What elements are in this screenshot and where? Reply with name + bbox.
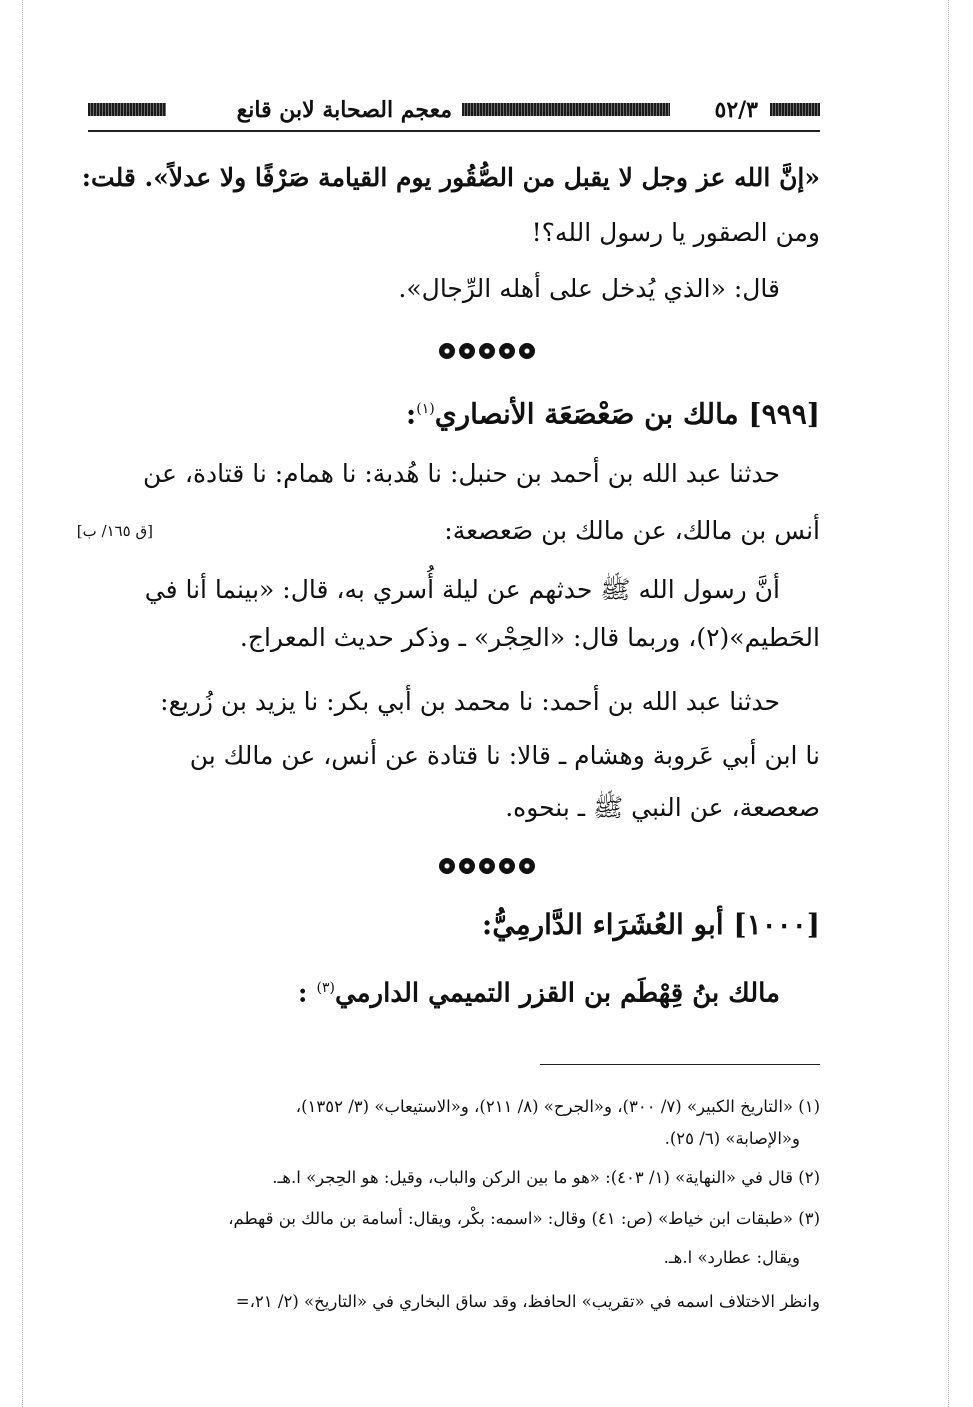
footnote-line: (٣) «طبقات ابن خياط» (ص: ٤١) وقال: «اسمه: بكْر، ويقال: أسامة بن مالك بن قهطم، bbox=[228, 1209, 820, 1228]
star-ornament bbox=[499, 343, 515, 359]
section-divider-stars bbox=[0, 340, 973, 364]
text-line: أنس بن مالك، عن مالك بن صَعصعة: bbox=[444, 516, 820, 545]
footnote-rule bbox=[540, 1064, 820, 1065]
header-ornament-bar bbox=[462, 103, 670, 116]
running-header bbox=[88, 95, 820, 129]
text-line: الحَطيم»(٢)، وربما قال: «الحِجْر» ـ وذكر حديث المعراج. bbox=[239, 623, 820, 652]
entry-heading-999 bbox=[406, 389, 820, 434]
footnote-line: (٢) قال في «النهاية» (١/ ٤٠٣): «هو ما بين الركن والباب، وقيل: هو الحِجر» ا.هـ. bbox=[272, 1168, 820, 1187]
text-line: أنَّ رسول الله ﷺ حدثهم عن ليلة أُسري به، قال: «بينما أنا في bbox=[144, 575, 780, 604]
entry-subheading bbox=[298, 968, 780, 1014]
footnote-line: (١) «التاريخ الكبير» (٧/ ٣٠٠)، و«الجرح» (٨/ ٢١١)، و«الاستيعاب» (٣/ ١٣٥٢)، bbox=[295, 1097, 820, 1116]
text-line: صعصعة، عن النبي ﷺ ـ بنحوه. bbox=[505, 793, 820, 822]
star-ornament bbox=[439, 858, 455, 874]
footnote-line: و«الإصابة» (٦/ ٢٥). bbox=[664, 1129, 800, 1148]
entry-heading-1000: [١٠٠٠] أبو العُشَرَاء الدَّارمِيُّ: bbox=[481, 908, 820, 941]
star-ornament bbox=[439, 343, 455, 359]
text-line: نا ابن أبي عَروبة وهشام ـ قالا: نا قتادة عن أنس، عن مالك بن bbox=[189, 741, 820, 770]
scan-edge-line bbox=[22, 0, 23, 1407]
footnote-line: ويقال: عطارد» ا.هـ. bbox=[663, 1248, 800, 1267]
star-ornament bbox=[519, 858, 535, 874]
star-ornament bbox=[459, 858, 475, 874]
text-line: ومن الصقور يا رسول الله؟! bbox=[531, 218, 820, 247]
text-line: قال: «الذي يُدخل على أهله الرِّجال». bbox=[398, 274, 780, 303]
text-line: «إنَّ الله عز وجل لا يقبل من الصُّقُور يوم القيامة صَرْفًا ولا عدلاً». قلت: bbox=[81, 163, 820, 192]
entry-colon: : bbox=[405, 397, 417, 431]
star-ornament bbox=[519, 343, 535, 359]
star-ornament bbox=[479, 343, 495, 359]
page-number: ٥٢/٣ bbox=[714, 97, 758, 123]
header-rule bbox=[88, 130, 820, 132]
entry-colon: : bbox=[297, 978, 308, 1009]
star-ornament bbox=[459, 343, 475, 359]
entry-title: [٩٩٩] مالك بن صَعْصَعَة الأنصاري bbox=[434, 397, 820, 431]
section-divider-stars bbox=[0, 855, 973, 879]
footnote-line: وانظر الاختلاف اسمه في «تقريب» الحافظ، وقد ساق البخاري في «التاريخ» (٢/ ٢١،= bbox=[235, 1292, 820, 1311]
book-title: معجم الصحابة لابن قانع bbox=[236, 97, 452, 123]
scan-edge-line bbox=[948, 0, 949, 1407]
entry-subtitle: مالك بنُ قِهْطَم بن القزر التميمي الدارمي bbox=[334, 978, 780, 1009]
star-ornament bbox=[499, 858, 515, 874]
text-line: حدثنا عبد الله بن أحمد بن حنبل: نا هُدبة: نا همام: نا قتادة، عن bbox=[142, 459, 780, 488]
star-ornament bbox=[479, 858, 495, 874]
header-ornament-bar bbox=[88, 103, 166, 116]
manuscript-folio-note: [ق ١٦٥/ ب] bbox=[76, 522, 153, 540]
text-line: حدثنا عبد الله بن أحمد: نا محمد بن أبي بكر: نا يزيد بن زُريع: bbox=[160, 687, 780, 716]
footnote-ref: (١) bbox=[416, 401, 435, 417]
footnote-ref: (٣) bbox=[316, 980, 335, 996]
header-ornament-bar bbox=[770, 103, 820, 116]
